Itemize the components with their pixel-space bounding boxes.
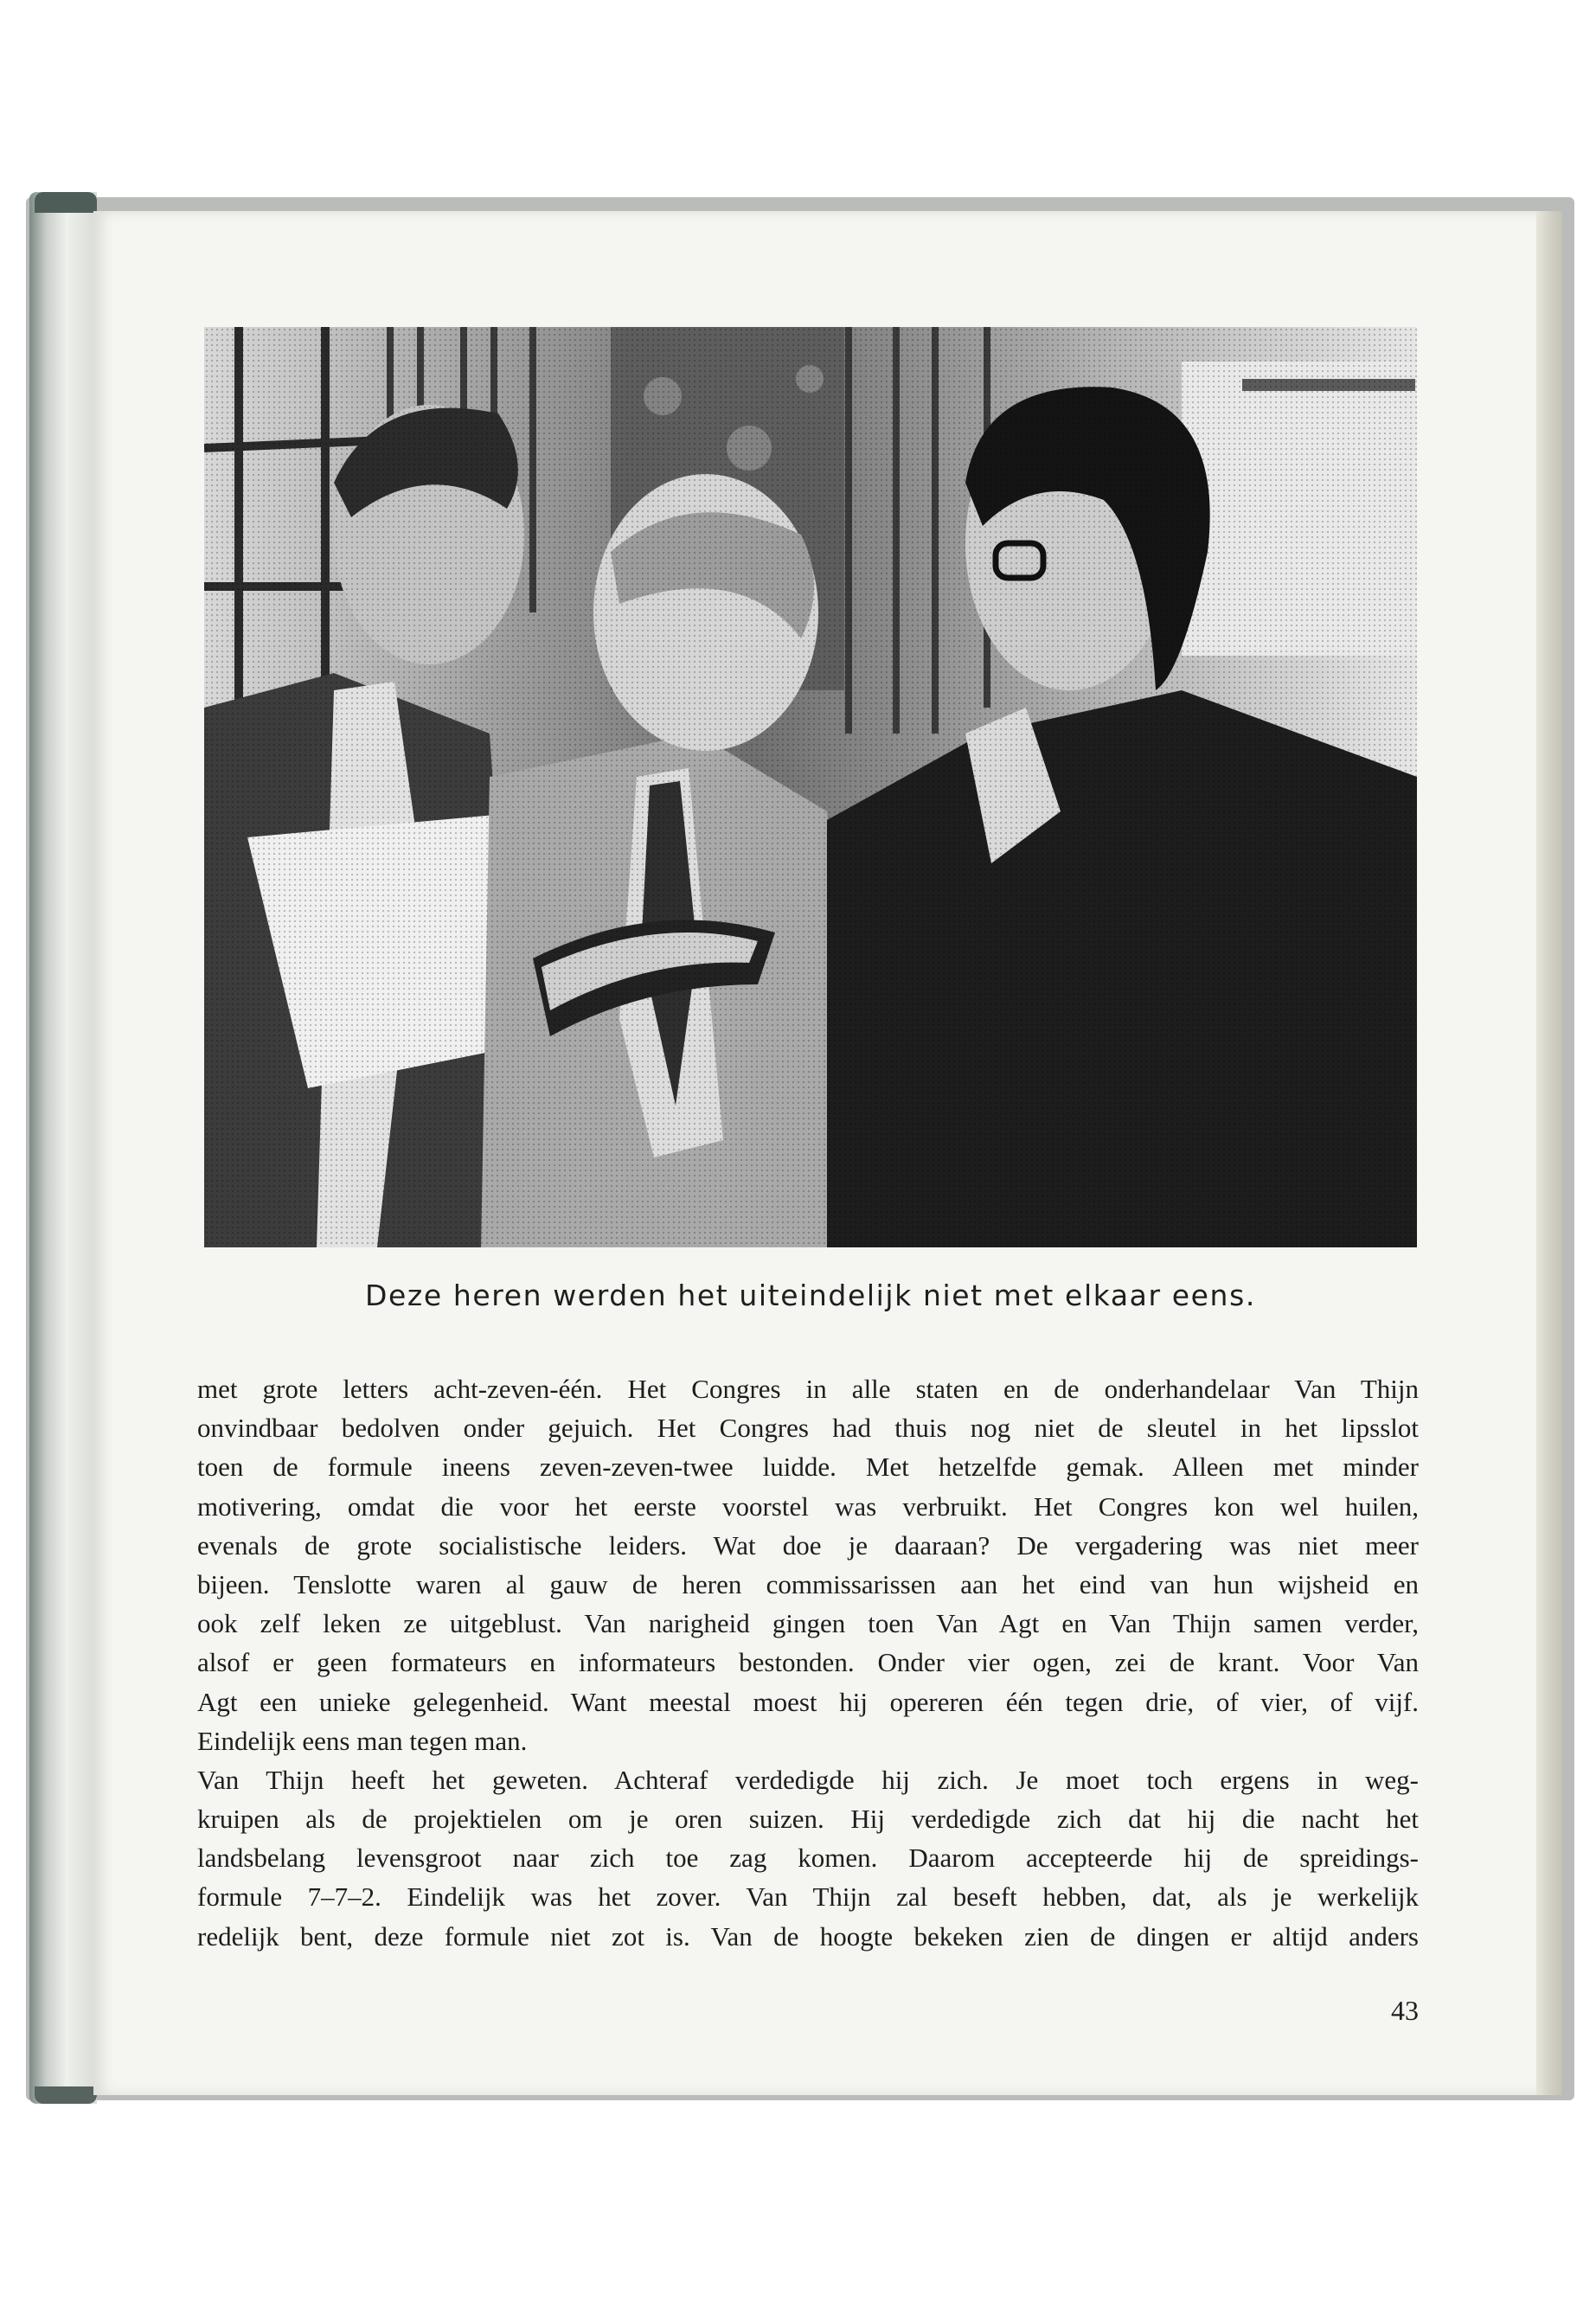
text-line: landsbelang levensgroot naar zich toe zag komen. Daarom accepteerde hij de spreidings-	[197, 1843, 1419, 1874]
book-spine	[29, 192, 97, 2104]
text-line: onvindbaar bedolven onder gejuich. Het Congres had thuis nog niet de sleutel in het lipsslot	[197, 1413, 1419, 1444]
text-line: ook zelf leken ze uitgeblust. Van narigheid gingen toen Van Agt en Van Thijn samen verder,	[197, 1608, 1419, 1639]
text-line: bijeen. Tenslotte waren al gauw de heren commissarissen aan het eind van hun wijsheid en	[197, 1568, 1419, 1599]
photo	[204, 327, 1417, 1247]
text-line: met grote letters acht-zeven-één. Het Congres in alle staten en de onderhandelaar Van Thijn	[197, 1374, 1419, 1404]
photo-caption: Deze heren werden het uiteindelijk niet met elkaar eens.	[365, 1279, 1256, 1312]
text-line: Eindelijk eens man tegen man.	[197, 1725, 528, 1756]
text-line: evenals de grote socialistische leiders. Wat doe je daaraan? De vergadering was niet meer	[197, 1529, 1419, 1561]
text-line: toen de formule ineens zeven-zeven-twee luidde. Met hetzelfde gemak. Alleen met minder	[197, 1452, 1419, 1483]
text-line: formule 7–7–2. Eindelijk was het zover. Van Thijn zal beseft hebben, dat, als je werkelijk	[197, 1881, 1419, 1913]
text-line: redelijk bent, deze formule niet zot is. Van de hoogte bekeken zien de dingen er altijd anders	[197, 1920, 1419, 1952]
spine-cap-bottom	[35, 2086, 97, 2104]
text-line: Van Thijn heeft het geweten. Achteraf verdedigde hij zich. Je moet toch ergens in weg-	[197, 1764, 1419, 1795]
page-edge	[1536, 211, 1562, 2095]
body-text	[197, 1369, 1419, 1956]
text-line: Agt een unieke gelegenheid. Want meestal moest hij opereren één tegen drie, of vier, of vijf.	[197, 1686, 1419, 1717]
text-line: kruipen als de projektielen om je oren suizen. Hij verdedigde zich dat hij die nacht het	[197, 1804, 1419, 1835]
page-number: 43	[1391, 1995, 1419, 2026]
text-line: motivering, omdat die voor het eerste voorstel was verbruikt. Het Congres kon wel huilen,	[197, 1490, 1419, 1522]
spine-cap-top	[35, 192, 97, 213]
photo-of-three-men-icon	[204, 327, 1417, 1247]
text-line: alsof er geen formateurs en informateurs bestonden. Onder vier ogen, zei de krant. Voor Van	[197, 1647, 1419, 1678]
